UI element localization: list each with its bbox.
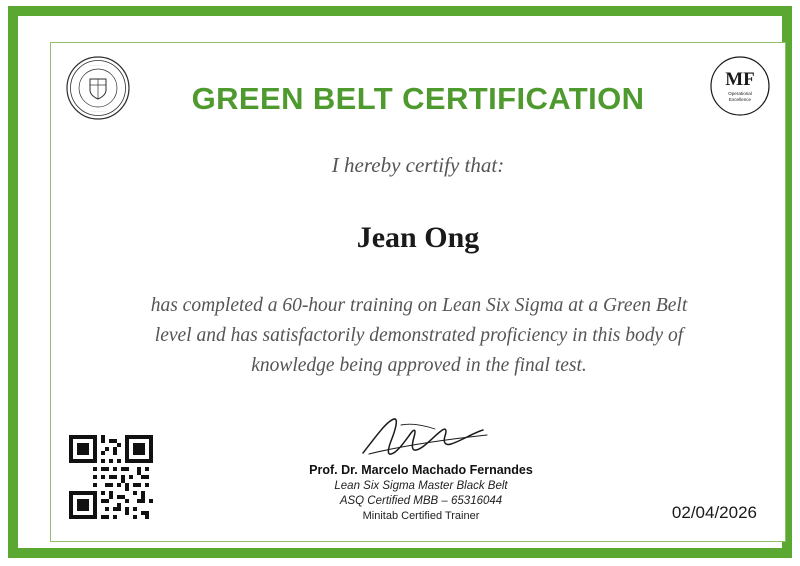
certificate-inner-rule (50, 42, 786, 542)
certificate-body-text: has completed a 60-hour training on Lean Six Sigma at a Green Belt level and has satisfactorily demonstrated proficiency in this body of knowledge being approved in the final test. (150, 295, 688, 376)
signatory-credential-2: ASQ Certified MBB – 65316044 (339, 495, 503, 507)
svg-text:MF: MF (725, 69, 755, 90)
seal-bottom-text (131, 55, 132, 56)
certificate-green-border (8, 6, 792, 558)
svg-text:· · · · · · · · · ·: · · · · · · · · · · (88, 64, 108, 68)
recipient-name: Jean Ong (356, 221, 480, 254)
svg-text:Excellence: Excellence (728, 97, 752, 102)
svg-text:Operational: Operational (728, 91, 752, 96)
signature-block (251, 413, 591, 522)
issue-date: 02/04/2026 (671, 503, 757, 522)
mf-tagline-line1 (771, 55, 772, 56)
verification-qr-code-icon[interactable] (69, 435, 153, 519)
hereby-certify-text: I hereby certify that: (331, 153, 505, 177)
signatory-credential-1: Lean Six Sigma Master Black Belt (334, 480, 508, 492)
signatory-name: Prof. Dr. Marcelo Machado Fernandes (309, 463, 533, 477)
certificate-title: GREEN BELT CERTIFICATION (191, 81, 645, 116)
mf-monogram-text (771, 55, 772, 56)
mf-tagline-line2 (771, 55, 772, 56)
qr-code-alt-text (153, 435, 154, 436)
seal-top-text (131, 55, 132, 56)
handwritten-signature-icon (251, 413, 591, 461)
svg-text:· · · · · · · ·: · · · · · · · · (90, 110, 106, 114)
signatory-credential-3: Minitab Certified Trainer (362, 510, 480, 522)
